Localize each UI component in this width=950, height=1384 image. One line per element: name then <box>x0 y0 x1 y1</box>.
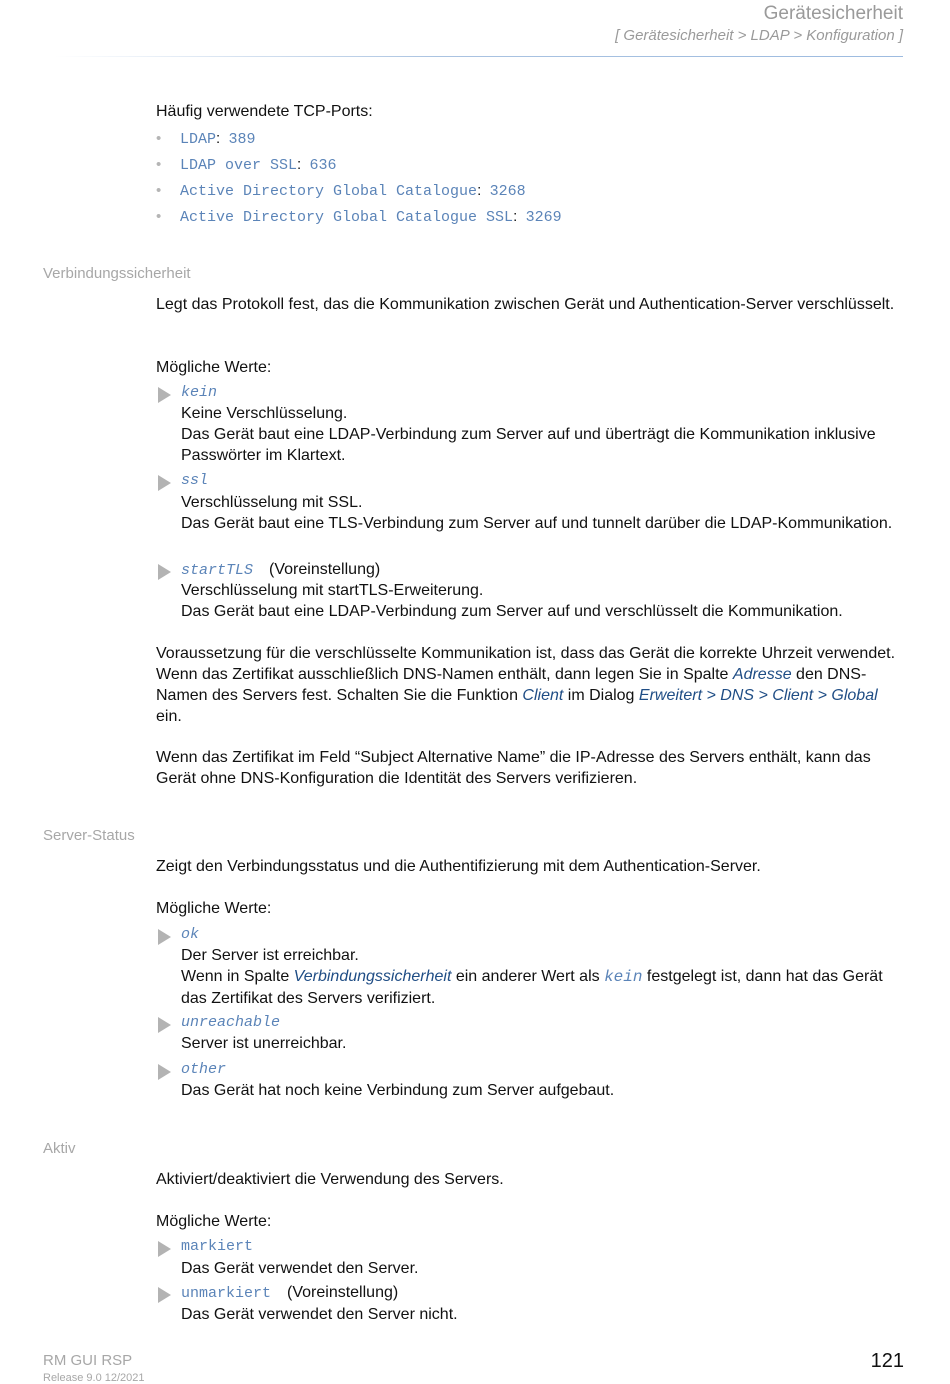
triangle-bullet-icon <box>158 475 171 491</box>
section-heading-verbindungssicherheit: Verbindungssicherheit <box>43 265 191 282</box>
value-name: other <box>181 1061 227 1078</box>
link-verbindungssicherheit[interactable]: Verbindungssicherheit <box>293 968 452 985</box>
bullet-icon: • <box>156 208 162 225</box>
link-dns-client-global[interactable]: Erweitert > DNS > Client > Global <box>638 687 878 704</box>
note-paragraph: Wenn das Zertifikat im Feld “Subject Alternative Name” die IP-Adresse des Servers enthält, kann das Gerät ohne DNS-Konfiguration die Identität des Servers verifizieren. <box>156 749 871 787</box>
value-code: kein <box>604 968 643 986</box>
value-name: ssl <box>181 472 209 489</box>
value-name: unreachable <box>181 1014 281 1031</box>
values-label: Mögliche Werte: <box>156 900 272 917</box>
default-marker: (Voreinstellung) <box>287 1284 399 1301</box>
section-description: Legt das Protokoll fest, das die Kommunikation zwischen Gerät und Authentication-Server verschlüsselt. <box>156 296 895 313</box>
port-number: 3269 <box>525 209 562 226</box>
value-description: Verschlüsselung mit startTLS-Erweiterung. <box>181 582 484 599</box>
value-name: startTLS <box>181 562 254 579</box>
section-description: Aktiviert/deaktiviert die Verwendung des Servers. <box>156 1171 504 1188</box>
value-description: Das Gerät hat noch keine Verbindung zum Server aufgebaut. <box>181 1082 615 1099</box>
page-header-title: Gerätesicherheit <box>763 3 903 24</box>
bullet-icon: • <box>156 130 162 147</box>
section-heading-server-status: Server-Status <box>43 827 135 844</box>
triangle-bullet-icon <box>158 387 171 403</box>
triangle-bullet-icon <box>158 929 171 945</box>
page-number: 121 <box>870 1350 904 1372</box>
port-name: Active Directory Global Catalogue SSL <box>180 209 514 226</box>
footer-product: RM GUI RSP <box>43 1352 133 1369</box>
value-description: Server ist unerreichbar. <box>181 1035 347 1052</box>
breadcrumb: [ Gerätesicherheit > LDAP > Konfiguration ] <box>615 27 903 44</box>
triangle-bullet-icon <box>158 1017 171 1033</box>
section-heading-aktiv: Aktiv <box>43 1140 76 1157</box>
port-name: LDAP <box>180 131 217 148</box>
triangle-bullet-icon <box>158 1064 171 1080</box>
tcp-ports-intro: Häufig verwendete TCP-Ports: <box>156 103 373 120</box>
value-description: Keine Verschlüsselung. <box>181 405 348 422</box>
value-name: ok <box>181 926 200 943</box>
footer-release: Release 9.0 12/2021 <box>43 1372 145 1384</box>
value-description: Das Gerät baut eine LDAP-Verbindung zum Server auf und überträgt die Kommunikation inklusive Passwörter im Klartext. <box>181 426 876 464</box>
link-adresse[interactable]: Adresse <box>732 666 792 683</box>
port-number: 636 <box>309 157 337 174</box>
value-name: unmarkiert <box>181 1285 272 1302</box>
values-label: Mögliche Werte: <box>156 359 272 376</box>
link-client[interactable]: Client <box>522 687 564 704</box>
port-name: LDAP over SSL <box>180 157 298 174</box>
section-description: Zeigt den Verbindungsstatus und die Authentifizierung mit dem Authentication-Server. <box>156 858 761 875</box>
triangle-bullet-icon <box>158 564 171 580</box>
value-description: Der Server ist erreichbar. <box>181 947 359 964</box>
port-name: Active Directory Global Catalogue <box>180 183 478 200</box>
value-description: Das Gerät verwendet den Server. <box>181 1260 419 1277</box>
value-description: Das Gerät baut eine LDAP-Verbindung zum Server auf und verschlüsselt die Kommunikation. <box>181 603 843 620</box>
value-name: markiert <box>181 1238 254 1255</box>
bullet-icon: • <box>156 182 162 199</box>
bullet-icon: • <box>156 156 162 173</box>
triangle-bullet-icon <box>158 1241 171 1257</box>
values-label: Mögliche Werte: <box>156 1213 272 1230</box>
header-divider <box>55 56 903 57</box>
default-marker: (Voreinstellung) <box>269 561 381 578</box>
value-description: Verschlüsselung mit SSL. <box>181 494 363 511</box>
triangle-bullet-icon <box>158 1287 171 1303</box>
value-description: Das Gerät baut eine TLS-Verbindung zum Server auf und tunnelt darüber die LDAP-Kommunikation. <box>181 515 893 532</box>
port-number: 3268 <box>489 183 526 200</box>
port-number: 389 <box>228 131 256 148</box>
note-paragraph: Voraussetzung für die verschlüsselte Kommunikation ist, dass das Gerät die korrekte Uhrzeit verwendet. Wenn das Zertifikat ausschließlich DNS-Namen enthält, dann legen Sie in Spalte Adresse den DNS-Namen des Servers fest. Schalten Sie die Funktion Client im Dialog Erweitert > DNS > Client > Global ein. <box>156 645 896 725</box>
value-name: kein <box>181 384 218 401</box>
value-description: Wenn in Spalte Verbindungssicherheit ein anderer Wert als kein festgelegt ist, dann hat das Gerät das Zertifikat des Servers verifiziert. <box>181 968 883 1007</box>
value-description: Das Gerät verwendet den Server nicht. <box>181 1306 458 1323</box>
